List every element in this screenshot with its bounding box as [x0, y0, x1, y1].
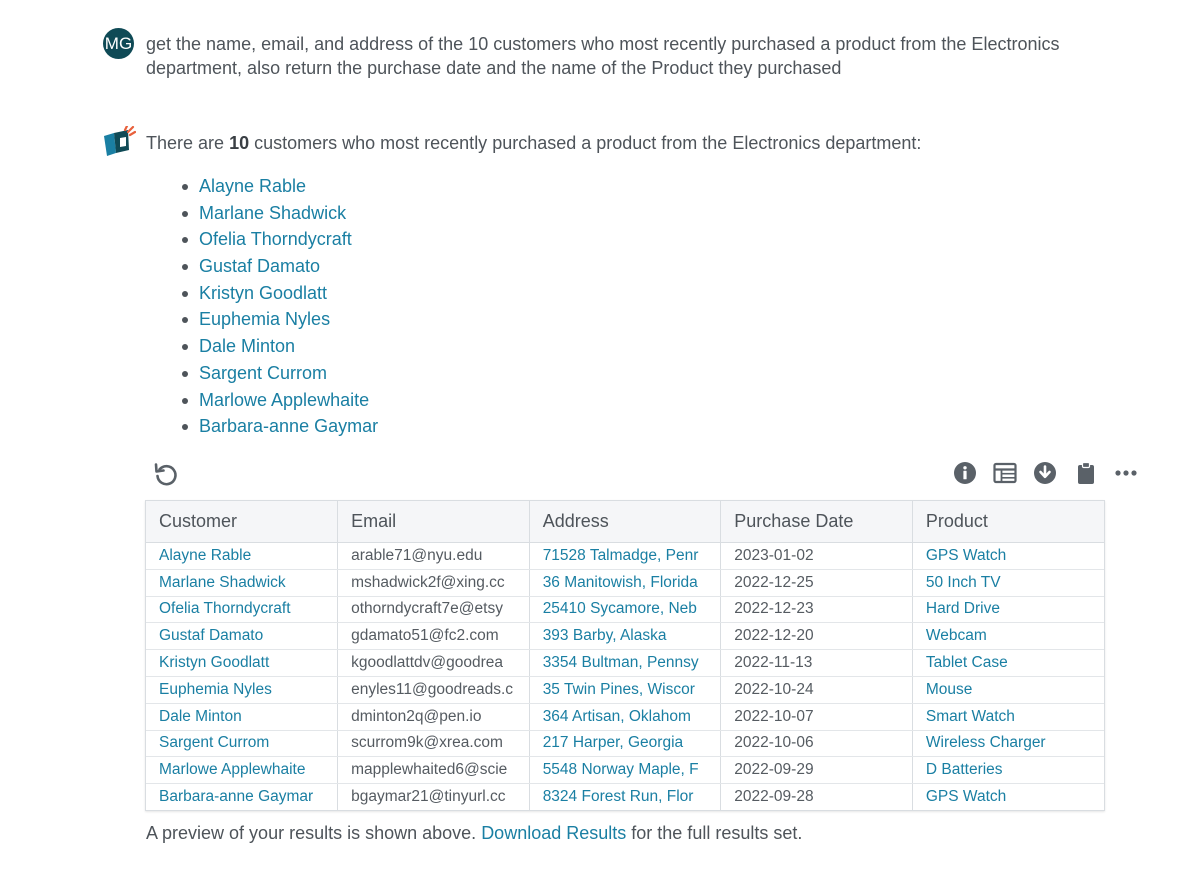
date-cell: 2022-09-28: [721, 784, 913, 810]
date-cell: 2022-12-25: [721, 569, 913, 596]
customer-list-item[interactable]: Ofelia Thorndycraft: [181, 226, 378, 253]
table-row: [146, 703, 1104, 730]
table-row: [146, 543, 1104, 570]
footer-prefix: A preview of your results is shown above.: [146, 823, 477, 843]
customer-list-item[interactable]: Barbara-anne Gaymar: [181, 413, 378, 440]
column-header[interactable]: Email: [338, 501, 530, 543]
customer-cell[interactable]: Ofelia Thorndycraft: [146, 596, 338, 623]
address-cell[interactable]: 35 Twin Pines, Wiscor: [529, 676, 721, 703]
email-cell: enyles11@goodreads.c: [338, 676, 530, 703]
customer-list-item[interactable]: Marlowe Applewhaite: [181, 387, 378, 414]
product-cell[interactable]: Mouse: [912, 676, 1104, 703]
date-cell: 2022-09-29: [721, 757, 913, 784]
assistant-logo-icon: [102, 126, 136, 158]
table-header-row: [146, 501, 1104, 543]
table-row: [146, 569, 1104, 596]
customer-cell[interactable]: Marlowe Applewhaite: [146, 757, 338, 784]
customer-list-item[interactable]: Kristyn Goodlatt: [181, 280, 378, 307]
table-icon[interactable]: [993, 461, 1017, 485]
customer-list-item[interactable]: Dale Minton: [181, 333, 378, 360]
customer-cell[interactable]: Sargent Currom: [146, 730, 338, 757]
intro-suffix: customers who most recently purchased a product from the Electronics department:: [254, 133, 922, 153]
assistant-intro: [146, 131, 921, 155]
address-cell[interactable]: 25410 Sycamore, Neb: [529, 596, 721, 623]
product-cell[interactable]: Wireless Charger: [912, 730, 1104, 757]
date-cell: 2022-10-24: [721, 676, 913, 703]
clipboard-icon[interactable]: [1074, 461, 1098, 485]
product-cell[interactable]: Smart Watch: [912, 703, 1104, 730]
address-cell[interactable]: 393 Barby, Alaska: [529, 623, 721, 650]
customer-list: [181, 173, 378, 440]
customer-cell[interactable]: Gustaf Damato: [146, 623, 338, 650]
download-results-link[interactable]: Download Results: [481, 823, 627, 843]
product-cell[interactable]: Webcam: [912, 623, 1104, 650]
refresh-icon[interactable]: [153, 461, 179, 487]
date-cell: 2022-10-07: [721, 703, 913, 730]
date-cell: 2022-11-13: [721, 650, 913, 677]
date-cell: 2022-12-23: [721, 596, 913, 623]
download-icon[interactable]: [1033, 461, 1057, 485]
date-cell: 2023-01-02: [721, 543, 913, 570]
customer-list-item[interactable]: Marlane Shadwick: [181, 200, 378, 227]
email-cell: kgoodlattdv@goodrea: [338, 650, 530, 677]
product-cell[interactable]: GPS Watch: [912, 543, 1104, 570]
results-table: [145, 500, 1105, 811]
address-cell[interactable]: 71528 Talmadge, Penr: [529, 543, 721, 570]
table-row: [146, 730, 1104, 757]
address-cell[interactable]: 5548 Norway Maple, F: [529, 757, 721, 784]
customer-list-item[interactable]: Gustaf Damato: [181, 253, 378, 280]
intro-prefix: There are: [146, 133, 225, 153]
product-cell[interactable]: D Batteries: [912, 757, 1104, 784]
email-cell: bgaymar21@tinyurl.cc: [338, 784, 530, 810]
customer-list-item[interactable]: Euphemia Nyles: [181, 306, 378, 333]
email-cell: scurrom9k@xrea.com: [338, 730, 530, 757]
table-row: [146, 676, 1104, 703]
table-row: [146, 784, 1104, 810]
customer-cell[interactable]: Marlane Shadwick: [146, 569, 338, 596]
more-icon[interactable]: [1114, 461, 1138, 485]
email-cell: arable71@nyu.edu: [338, 543, 530, 570]
table-row: [146, 650, 1104, 677]
product-cell[interactable]: Tablet Case: [912, 650, 1104, 677]
customer-cell[interactable]: Alayne Rable: [146, 543, 338, 570]
table-row: [146, 757, 1104, 784]
user-avatar: MG: [103, 28, 134, 59]
email-cell: mshadwick2f@xing.cc: [338, 569, 530, 596]
date-cell: 2022-10-06: [721, 730, 913, 757]
email-cell: gdamato51@fc2.com: [338, 623, 530, 650]
email-cell: dminton2q@pen.io: [338, 703, 530, 730]
info-icon[interactable]: [953, 461, 977, 485]
email-cell: othorndycraft7e@etsy: [338, 596, 530, 623]
intro-count: 10: [229, 133, 250, 153]
column-header[interactable]: Customer: [146, 501, 338, 543]
date-cell: 2022-12-20: [721, 623, 913, 650]
customer-cell[interactable]: Dale Minton: [146, 703, 338, 730]
customer-cell[interactable]: Kristyn Goodlatt: [146, 650, 338, 677]
address-cell[interactable]: 217 Harper, Georgia: [529, 730, 721, 757]
customer-list-item[interactable]: Sargent Currom: [181, 360, 378, 387]
column-header[interactable]: Address: [529, 501, 721, 543]
email-cell: mapplewhaited6@scie: [338, 757, 530, 784]
product-cell[interactable]: GPS Watch: [925, 788, 1007, 806]
column-header[interactable]: Product: [912, 501, 1104, 543]
address-cell[interactable]: 36 Manitowish, Florida: [529, 569, 721, 596]
address-cell[interactable]: 3354 Bultman, Pennsy: [529, 650, 721, 677]
table-row: [146, 623, 1104, 650]
results-footer: [146, 821, 802, 845]
table-row: [146, 596, 1104, 623]
footer-suffix: for the full results set.: [631, 823, 803, 843]
product-cell[interactable]: 50 Inch TV: [912, 569, 1104, 596]
customer-cell[interactable]: Euphemia Nyles: [146, 676, 338, 703]
product-cell[interactable]: Hard Drive: [912, 596, 1104, 623]
customer-cell[interactable]: Barbara-anne Gaymar: [146, 784, 338, 810]
address-cell[interactable]: 8324 Forest Run, Flor: [529, 784, 721, 810]
column-header[interactable]: Purchase Date: [721, 501, 913, 543]
user-message: get the name, email, and address of the 10 customers who most recently purchased a product from the Electronics department, also return the purchase date and the name of the Product they purchased: [146, 34, 1060, 78]
customer-list-item[interactable]: Alayne Rable: [181, 173, 378, 200]
address-cell[interactable]: 364 Artisan, Oklahom: [529, 703, 721, 730]
